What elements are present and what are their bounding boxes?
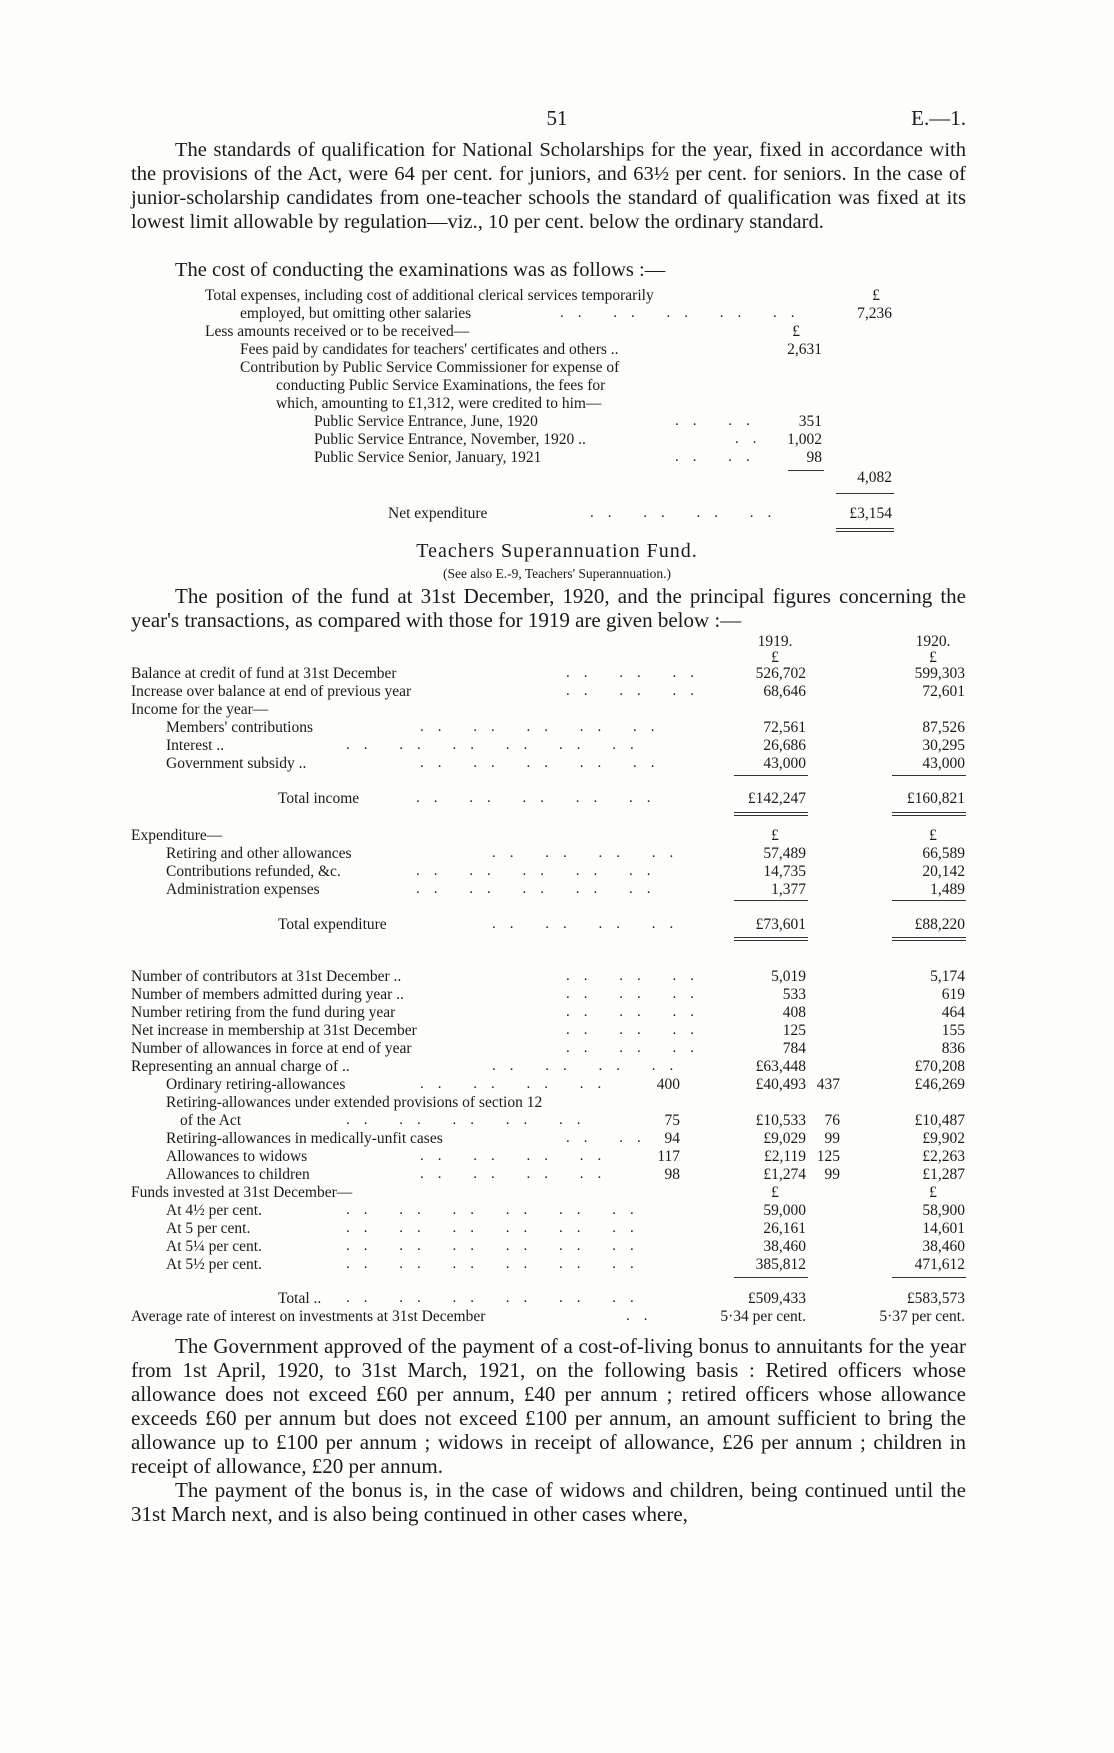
allow-1920: £9,902 bbox=[922, 1130, 965, 1147]
allow-1920: £1,287 bbox=[922, 1166, 965, 1183]
fund-row-1920: 72,601 bbox=[922, 683, 965, 700]
invest-1920: 471,612 bbox=[914, 1256, 965, 1273]
income-double-rule-1920 bbox=[892, 812, 966, 816]
allow-label: of the Act bbox=[180, 1112, 242, 1129]
leader-dots: .. .. .. .. .. .. bbox=[346, 1220, 648, 1236]
allow-label: Ordinary retiring-allowances bbox=[166, 1076, 346, 1093]
pse-june-label: Public Service Entrance, June, 1920 bbox=[314, 413, 538, 430]
leader-dots: .. .. .. bbox=[566, 683, 708, 699]
exp-row-1919: 1,377 bbox=[771, 881, 806, 898]
total-income-1920: £160,821 bbox=[906, 790, 965, 807]
leader-dots: .. .. .. .. .. .. bbox=[346, 1256, 648, 1272]
net-rule bbox=[836, 493, 894, 494]
invest-1919: 59,000 bbox=[763, 1202, 806, 1219]
average-rate-1919: 5·34 per cent. bbox=[720, 1308, 806, 1325]
income-double-rule-1919 bbox=[734, 812, 808, 816]
income-rule-1919 bbox=[734, 775, 808, 776]
funds-invested-label: Funds invested at 31st December— bbox=[131, 1184, 353, 1201]
invest-total-1919: £509,433 bbox=[747, 1290, 806, 1307]
page-number: 51 bbox=[546, 106, 568, 130]
allow-1920: £10,487 bbox=[914, 1112, 965, 1129]
stat-1919: 533 bbox=[782, 986, 806, 1003]
fund-row-1919: 26,686 bbox=[763, 737, 806, 754]
leader-dots: .. .. bbox=[675, 449, 764, 465]
invest-1920: 38,460 bbox=[922, 1238, 965, 1255]
invest-label: At 4½ per cent. bbox=[166, 1202, 262, 1219]
allow-count-1920: 437 bbox=[816, 1076, 840, 1093]
allow-count-1920: 125 bbox=[816, 1148, 840, 1165]
fund-heading: Teachers Superannuation Fund. bbox=[416, 540, 698, 562]
leader-dots: .. .. .. .. bbox=[492, 845, 688, 861]
fund-row-1920: 599,303 bbox=[914, 665, 965, 682]
invest-rule-1919 bbox=[734, 1277, 808, 1278]
contribution-line2: conducting Public Service Examinations, the fees for bbox=[276, 377, 606, 394]
allow-label: Retiring-allowances in medically-unfit cases bbox=[166, 1130, 443, 1147]
total-expenditure-1919: £73,601 bbox=[755, 916, 806, 933]
allow-count-1919: 117 bbox=[657, 1148, 680, 1165]
exp-row-1920: 20,142 bbox=[922, 863, 965, 880]
document-code: E.—1. bbox=[911, 106, 966, 130]
fund-row-1920: 43,000 bbox=[922, 755, 965, 772]
stat-1920: 5,174 bbox=[930, 968, 965, 985]
total-expenses-value: 7,236 bbox=[857, 305, 892, 322]
leader-dots: .. .. .. bbox=[566, 1004, 708, 1020]
fund-row-1920: 87,526 bbox=[922, 719, 965, 736]
exp-rule-1919 bbox=[734, 900, 808, 901]
invest-rule-1920 bbox=[892, 1277, 966, 1278]
fund-row-label: Interest .. bbox=[166, 737, 225, 754]
fund-row-label: Income for the year— bbox=[131, 701, 269, 718]
invest-total-1920: £583,573 bbox=[906, 1290, 965, 1307]
exp-row-label: Administration expenses bbox=[166, 881, 320, 898]
average-rate-1920: 5·37 per cent. bbox=[879, 1308, 965, 1325]
invest-label: At 5¼ per cent. bbox=[166, 1238, 262, 1255]
exp-double-rule-1920 bbox=[892, 937, 966, 941]
leader-dots: .. .. .. .. .. .. bbox=[346, 1238, 648, 1254]
invest-1919: 26,161 bbox=[763, 1220, 806, 1237]
total-expenses-line2: employed, but omitting other salaries bbox=[240, 305, 472, 322]
leader-dots: .. .. .. .. bbox=[590, 505, 786, 521]
scholarship-paragraph: The standards of qualification for National Scholarships for the year, fixed in accordance with the provisions of the Act, were 64 per cent. for juniors, and 63½ per cent. for seniors. In the case of junior-scholarship candidates from one-teacher schools the standard of qualification was fixed at its lowest limit allowable by regulation—viz., 10 per cent. below the ordinary standard. bbox=[131, 139, 966, 233]
allow-1919: £40,493 bbox=[755, 1076, 806, 1093]
exp-row-label: Retiring and other allowances bbox=[166, 845, 352, 862]
stat-1919: 5,019 bbox=[771, 968, 806, 985]
pse-nov-value: 1,002 bbox=[787, 431, 822, 448]
exp-double-rule-1919 bbox=[734, 937, 808, 941]
leader-dots: .. .. .. .. .. .. bbox=[346, 1290, 648, 1306]
pse-nov-label: Public Service Entrance, November, 1920 .. bbox=[314, 431, 586, 448]
leader-dots: .. .. bbox=[675, 413, 764, 429]
cost-intro: The cost of conducting the examinations was as follows :— bbox=[175, 259, 666, 281]
leader-dots: .. .. .. .. .. bbox=[416, 790, 665, 806]
fees-line: Fees paid by candidates for teachers' certificates and others .. bbox=[240, 341, 619, 358]
pound-1920: £ bbox=[929, 649, 937, 666]
average-rate-label: Average rate of interest on investments at 31st December bbox=[131, 1308, 486, 1325]
stat-1920: £70,208 bbox=[914, 1058, 965, 1075]
exp-row-1919: 57,489 bbox=[763, 845, 806, 862]
subtotal-value: 4,082 bbox=[857, 469, 892, 486]
pss-jan-value: 98 bbox=[806, 449, 822, 466]
fund-row-1919: 43,000 bbox=[763, 755, 806, 772]
allow-count-1919: 75 bbox=[664, 1112, 680, 1129]
total-income-label: Total income bbox=[278, 790, 360, 807]
pound-symbol: £ bbox=[872, 287, 880, 304]
fund-row-1919: 68,646 bbox=[763, 683, 806, 700]
leader-dots: .. .. .. .. .. bbox=[560, 305, 809, 321]
less-amounts: Less amounts received or to be received— bbox=[205, 323, 470, 340]
stat-label: Representing an annual charge of .. bbox=[131, 1058, 350, 1075]
leader-dots: .. .. .. bbox=[566, 968, 708, 984]
stat-1919: £63,448 bbox=[755, 1058, 806, 1075]
leader-dots: .. .. .. .. bbox=[420, 1076, 616, 1092]
allow-count-1919: 400 bbox=[656, 1076, 680, 1093]
exp-row-label: Contributions refunded, &c. bbox=[166, 863, 341, 880]
stat-1920: 155 bbox=[941, 1022, 965, 1039]
fund-row-label: Increase over balance at end of previous year bbox=[131, 683, 412, 700]
allow-count-1919: 94 bbox=[664, 1130, 680, 1147]
leader-dots: .. .. .. bbox=[566, 986, 708, 1002]
fund-row-label: Government subsidy .. bbox=[166, 755, 307, 772]
leader-dots: .. .. .. .. bbox=[492, 916, 688, 932]
exp-row-1920: 66,589 bbox=[922, 845, 965, 862]
stat-1920: 836 bbox=[941, 1040, 965, 1057]
net-double-rule bbox=[836, 528, 894, 532]
stat-1920: 619 bbox=[941, 986, 965, 1003]
allow-count-1920: 99 bbox=[824, 1166, 840, 1183]
invest-1920: 58,900 bbox=[922, 1202, 965, 1219]
leader-dots: .. .. .. .. .. .. bbox=[346, 1202, 648, 1218]
stat-1919: 784 bbox=[782, 1040, 806, 1057]
total-income-1919: £142,247 bbox=[747, 790, 806, 807]
fund-intro: The position of the fund at 31st December, 1920, and the principal figures concerning the year's transactions, as compared with those for 1919 are given below :— bbox=[131, 584, 966, 632]
pss-jan-label: Public Service Senior, January, 1921 bbox=[314, 449, 542, 466]
pound-symbol-2: £ bbox=[792, 323, 800, 340]
fund-row-label: Members' contributions bbox=[166, 719, 314, 736]
leader-dots: .. .. .. bbox=[566, 1040, 708, 1056]
allow-1920: £46,269 bbox=[914, 1076, 965, 1093]
invest-1920: 14,601 bbox=[922, 1220, 965, 1237]
allow-count-1920: 99 bbox=[824, 1130, 840, 1147]
pse-june-value: 351 bbox=[798, 413, 822, 430]
invest-label: At 5 per cent. bbox=[166, 1220, 251, 1237]
invest-1919: 38,460 bbox=[763, 1238, 806, 1255]
invest-1919: 385,812 bbox=[755, 1256, 806, 1273]
leader-dots: .. .. .. .. .. bbox=[420, 755, 669, 771]
pound-1920: £ bbox=[929, 827, 937, 844]
leader-dots: .. .. .. .. bbox=[420, 1148, 616, 1164]
contribution-line1: Contribution by Public Service Commissioner for expense of bbox=[240, 359, 620, 376]
leader-dots: .. .. .. .. bbox=[492, 1058, 688, 1074]
invest-total-label: Total .. bbox=[278, 1290, 322, 1307]
leader-dots: .. .. .. bbox=[566, 1022, 708, 1038]
allow-label: Retiring-allowances under extended provisions of section 12 bbox=[166, 1094, 543, 1111]
contribution-line3: which, amounting to £1,312, were credited to him— bbox=[276, 395, 602, 412]
exp-row-1919: 14,735 bbox=[763, 863, 806, 880]
total-expenditure-1920: £88,220 bbox=[914, 916, 965, 933]
net-expenditure-value: £3,154 bbox=[849, 505, 892, 522]
invest-label: At 5½ per cent. bbox=[166, 1256, 262, 1273]
total-expenditure-label: Total expenditure bbox=[278, 916, 387, 933]
allow-count-1919: 98 bbox=[664, 1166, 680, 1183]
allow-1920: £2,263 bbox=[922, 1148, 965, 1165]
pound-1920: £ bbox=[929, 1184, 937, 1201]
leader-dots: .. bbox=[626, 1308, 662, 1324]
leader-dots: .. .. bbox=[566, 1130, 655, 1146]
fees-value: 2,631 bbox=[787, 341, 822, 358]
leader-dots: .. bbox=[735, 431, 771, 447]
stat-label: Number of members admitted during year .. bbox=[131, 986, 404, 1003]
allow-label: Allowances to children bbox=[166, 1166, 310, 1183]
fund-row-label: Balance at credit of fund at 31st December bbox=[131, 665, 397, 682]
leader-dots: .. .. .. .. bbox=[420, 1166, 616, 1182]
allow-1919: £9,029 bbox=[763, 1130, 806, 1147]
net-expenditure-label: Net expenditure bbox=[388, 505, 488, 522]
bonus-continuation-paragraph: The payment of the bonus is, in the case of widows and children, being continued until the 31st March next, and is also being continued in other cases where, bbox=[131, 1478, 966, 1526]
leader-dots: .. .. .. .. .. bbox=[420, 719, 669, 735]
expenditure-label: Expenditure— bbox=[131, 827, 223, 844]
stat-1919: 125 bbox=[782, 1022, 806, 1039]
stat-1919: 408 bbox=[782, 1004, 806, 1021]
stat-label: Net increase in membership at 31st December bbox=[131, 1022, 417, 1039]
allow-1919: £1,274 bbox=[763, 1166, 806, 1183]
exp-rule-1920 bbox=[892, 900, 966, 901]
leader-dots: .. .. .. .. .. bbox=[416, 863, 665, 879]
allow-1919: £2,119 bbox=[763, 1148, 806, 1165]
stat-label: Number of contributors at 31st December .. bbox=[131, 968, 402, 985]
stat-label: Number retiring from the fund during year bbox=[131, 1004, 396, 1021]
stat-1920: 464 bbox=[941, 1004, 965, 1021]
income-rule-1920 bbox=[892, 775, 966, 776]
see-also-note: (See also E.-9, Teachers' Superannuation.) bbox=[442, 566, 672, 581]
pound-1919: £ bbox=[771, 827, 779, 844]
leader-dots: .. .. .. bbox=[566, 665, 708, 681]
allow-label: Allowances to widows bbox=[166, 1148, 308, 1165]
fund-row-1920: 30,295 bbox=[922, 737, 965, 754]
total-expenses-line1: Total expenses, including cost of additional clerical services temporarily bbox=[205, 287, 654, 304]
exp-row-1920: 1,489 bbox=[930, 881, 965, 898]
pound-1919: £ bbox=[771, 1184, 779, 1201]
leader-dots: .. .. .. .. .. .. bbox=[346, 737, 648, 753]
fund-row-1919: 526,702 bbox=[755, 665, 806, 682]
allow-1919: £10,533 bbox=[755, 1112, 806, 1129]
leader-dots: .. .. .. .. .. bbox=[416, 881, 665, 897]
year-1920-header: 1920. bbox=[915, 633, 951, 650]
stat-label: Number of allowances in force at end of year bbox=[131, 1040, 412, 1057]
allow-count-1920: 76 bbox=[824, 1112, 840, 1129]
leader-dots: .. .. .. .. .. bbox=[346, 1112, 595, 1128]
pound-1919: £ bbox=[771, 649, 779, 666]
fund-row-1919: 72,561 bbox=[763, 719, 806, 736]
bonus-paragraph: The Government approved of the payment of a cost-of-living bonus to annuitants for the year from 1st April, 1920, to 31st March, 1921, on the following basis : Retired officers whose allowance does not exceed £60 per annum, £40 per annum ; retired officers whose allowance exceeds £60 per annum but does not exceed £100 per annum, an amount sufficient to bring the allowance up to £100 per annum ; widows in receipt of allowance, £26 per annum ; children in receipt of allowance, £20 per annum. bbox=[131, 1334, 966, 1478]
year-1919-header: 1919. bbox=[757, 633, 793, 650]
